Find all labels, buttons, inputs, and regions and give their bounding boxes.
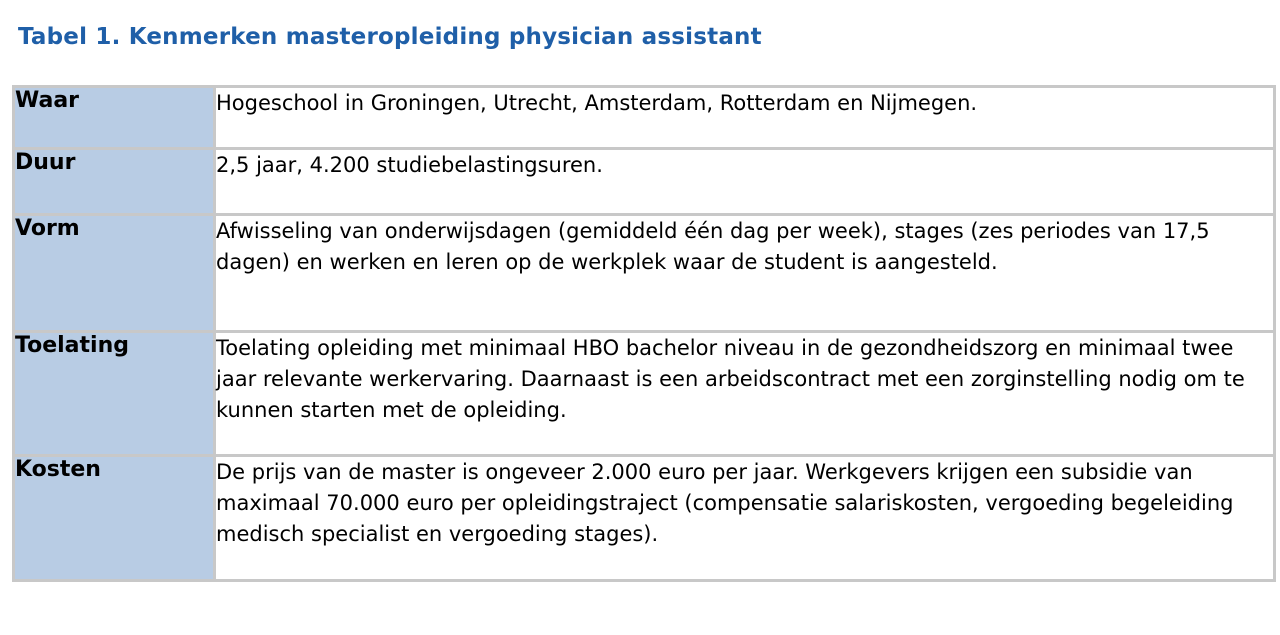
row-value-duur: 2,5 jaar, 4.200 studiebelastingsuren. bbox=[215, 149, 1275, 215]
table-row-kosten bbox=[14, 456, 1275, 581]
characteristics-table bbox=[12, 85, 1276, 582]
row-value-vorm: Afwisseling van onderwijsdagen (gemiddeld één dag per week), stages (zes periodes van 17,5 dagen) en werken en leren op de werkplek waar de student is aangesteld. bbox=[215, 215, 1275, 332]
row-label-vorm: Vorm bbox=[14, 215, 215, 332]
row-label-kosten: Kosten bbox=[14, 456, 215, 581]
row-value-waar: Hogeschool in Groningen, Utrecht, Amsterdam, Rotterdam en Nijmegen. bbox=[215, 87, 1275, 149]
table-row-duur bbox=[14, 149, 1275, 215]
row-label-waar: Waar bbox=[14, 87, 215, 149]
table-row-vorm bbox=[14, 215, 1275, 332]
row-value-toelating: Toelating opleiding met minimaal HBO bachelor niveau in de gezondheidszorg en minimaal twee jaar relevante werkervaring. Daarnaast is een arbeidscontract met een zorginstelling nodig om te kunnen starten met de opleiding. bbox=[215, 332, 1275, 456]
row-label-duur: Duur bbox=[14, 149, 215, 215]
row-label-toelating: Toelating bbox=[14, 332, 215, 456]
table-row-waar bbox=[14, 87, 1275, 149]
row-value-kosten: De prijs van de master is ongeveer 2.000 euro per jaar. Werkgevers krijgen een subsidie van maximaal 70.000 euro per opleidingstraject (compensatie salariskosten, vergoeding begeleiding medisch specialist en vergoeding stages). bbox=[215, 456, 1275, 581]
table-caption: Tabel 1. Kenmerken masteropleiding physician assistant bbox=[18, 24, 762, 50]
table-row-toelating bbox=[14, 332, 1275, 456]
